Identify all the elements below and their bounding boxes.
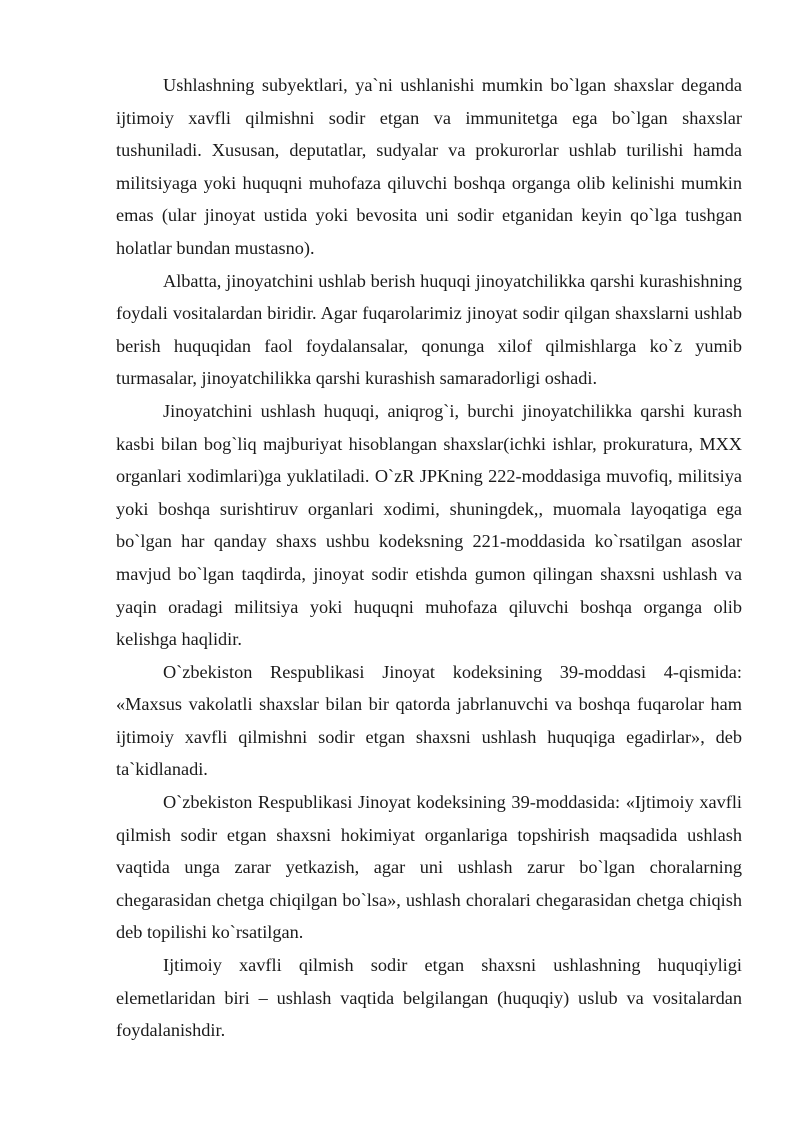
paragraph-1: Ushlashning subyektlari, ya`ni ushlanishi mumkin bo`lgan shaxslar deganda ijtimoiy xavfli qilmishni sodir etgan va immunitetga ega bo`lgan shaxslar tushuniladi. Xususan, deputatlar, sudyalar va prokurorlar ushlab turilishi hamda militsiyaga yoki huquqni muhofaza qiluvchi boshqa organga olib kelinishi mumkin emas (ular jinoyat ustida yoki bevosita uni sodir etganidan keyin qo`lga tushgan holatlar bundan mustasno).: [116, 75, 742, 258]
paragraph-3: Jinoyatchini ushlash huquqi, aniqrog`i, burchi jinoyatchilikka qarshi kurash kasbi bilan bog`liq majburiyat hisoblangan shaxslar(ichki ishlar, prokuratura, MXX organlari xodimlari)ga yuklatiladi. O`zR JPKning 222-moddasiga muvofiq, militsiya yoki boshqa surishtiruv organlari xodimi, shuningdek,, muomala layoqatiga ega bo`lgan har qanday shaxs ushbu kodeksning 221-moddasida ko`rsatilgan asoslar mavjud bo`lgan taqdirda, jinoyat sodir etishda gumon qilingan shaxsni ushlash va yaqin oradagi militsiya yoki huquqni muhofaza qiluvchi boshqa organga olib kelishga haqlidir.: [116, 400, 742, 650]
paragraph-5: O`zbekiston Respublikasi Jinoyat kodeksining 39-moddasida: «Ijtimoiy xavfli qilmish sodir etgan shaxsni hokimiyat organlariga topshirish maqsadida ushlash vaqtida unga zarar yetkazish, agar uni ushlash zarur bo`lgan choralarning chegarasidan chetga chiqilgan bo`lsa», ushlash choralari chegarasidan chetga chiqish deb topilishi ko`rsatilgan.: [116, 792, 742, 943]
paragraph-4: O`zbekiston Respublikasi Jinoyat kodeksining 39-moddasi 4-qismida: «Maxsus vakolatli shaxslar bilan bir qatorda jabrlanuvchi va boshqa fuqarolar ham ijtimoiy xavfli qilmishni sodir etgan shaxsni ushlash huquqiga egadirlar», deb ta`kidlanadi.: [116, 661, 742, 780]
paragraph-6: Ijtimoiy xavfli qilmish sodir etgan shaxsni ushlashning huquqiyligi elemetlaridan biri – ushlash vaqtida belgilangan (huquqiy) uslub va vositalardan foydalanishdir.: [116, 955, 742, 1041]
paragraph-2: Albatta, jinoyatchini ushlab berish huquqi jinoyatchilikka qarshi kurashishning foydali vositalardan biridir. Agar fuqarolarimiz jinoyat sodir qilgan shaxslarni ushlab berish huquqidan faol foydalansalar, qonunga xilof qilmishlarga ko`z yumib turmasalar, jinoyatchilikka qarshi kurashish samaradorligi oshadi.: [116, 270, 742, 389]
document-body: [116, 69, 742, 1047]
